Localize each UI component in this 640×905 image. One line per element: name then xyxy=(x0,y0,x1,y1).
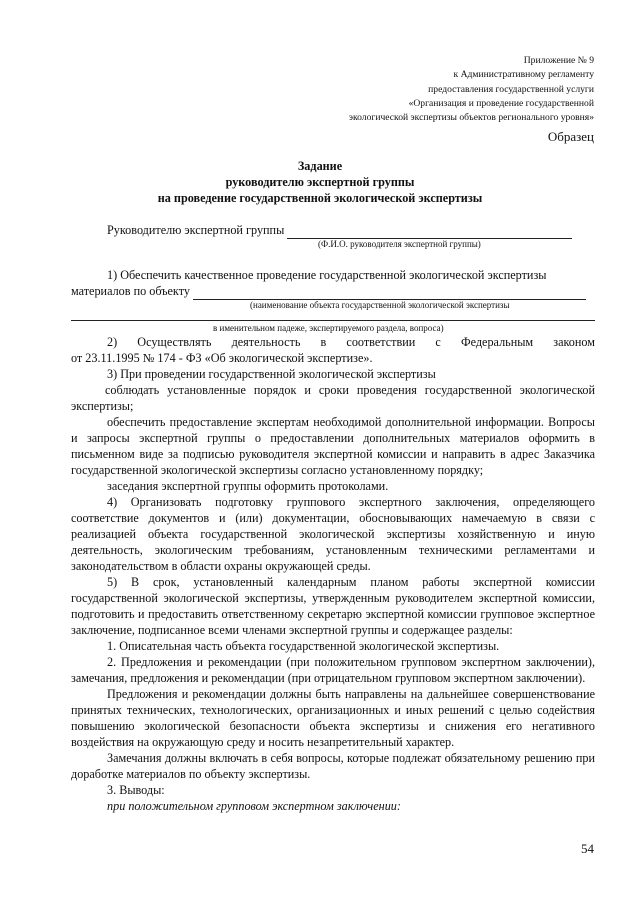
annex-line-3: предоставления государственной услуги xyxy=(428,83,594,95)
item-4: 4) Организовать подготовку группового экспертного заключения, определяющего соответствие документов и (или) документации, обосновывающих намечаемую в связи с реализацией объекта государственной экологической экспертизы хозяйственную и иную деятельность, экологическим требованиям, установленным техническими регламентами и законодательством в области охраны окружающей среды. xyxy=(71,495,595,573)
item-2: 2) Осуществлять деятельность в соответствии с Федеральным законом xyxy=(107,335,595,349)
annex-line-1: Приложение № 9 xyxy=(523,55,594,66)
section-3: 3. Выводы: xyxy=(107,783,165,797)
recipient-fill-line xyxy=(287,222,572,239)
title-line-1: Задание xyxy=(297,159,343,173)
item-1-cont: материалов по объекту xyxy=(71,284,190,298)
object-fill-line xyxy=(193,283,586,300)
object-hint-1: (наименование объекта государственной экологической экспертизы xyxy=(250,300,510,310)
recipient-label: Руководителю экспертной группы xyxy=(107,223,285,237)
annex-line-2: к Административному регламенту xyxy=(453,69,594,81)
object-hint-2: в именительном падеже, экспертируемого раздела, вопроса) xyxy=(213,323,444,333)
object-fill-line-2 xyxy=(71,320,595,321)
item-3-c: заседания экспертной группы оформить протоколами. xyxy=(107,479,389,493)
item-5: 5) В срок, установленный календарным планом работы экспертной комиссии государственной экологической экспертизы, утвержденным руководителем экспертной комиссии, подготовить и предоставить ответственному секретарю экспертной комиссии групповое экспертное заключение, подписанное всеми членами экспертной группы и содержащее разделы: xyxy=(71,575,595,637)
sample-label: Образец xyxy=(547,129,594,144)
section-1: 1. Описательная часть объекта государственной экологической экспертизы. xyxy=(107,639,500,653)
item-1: 1) Обеспечить качественное проведение государственной экологической экспертизы xyxy=(107,268,547,282)
section-2: 2. Предложения и рекомендации (при положительном групповом экспертном заключении), замечания, предложения и рекомендации (при отрицательном групповом экспертном заключении). xyxy=(71,655,595,685)
item-1-cont-line xyxy=(71,283,595,300)
annex-header xyxy=(234,54,594,125)
document-body xyxy=(71,222,595,814)
item-3-b: обеспечить предоставление экспертам необходимой дополнительной информации. Вопросы и запросы экспертной группы о предоставлении дополнительных материалов оформить в письменном виде за подписью руководителя экспертной комиссии и направить в адрес Заказчика государственной экологической экспертизы согласно установленному порядку; xyxy=(71,415,595,477)
item-2-cont: от 23.11.1995 № 174 - ФЗ «Об экологической экспертизе». xyxy=(71,351,373,365)
recipient-line xyxy=(71,222,595,239)
title-line-3: на проведение государственной экологической экспертизы xyxy=(157,191,483,205)
annex-line-4: «Организация и проведение государственной xyxy=(408,97,594,109)
item-3-a: соблюдать установленные порядок и сроки проведения государственной экологической экспертизы; xyxy=(71,383,595,413)
page-number: 54 xyxy=(581,841,594,856)
section-para-2: Замечания должны включать в себя вопросы, которые подлежат обязательному решению при доработке материалов по объекту экспертизы. xyxy=(71,751,595,781)
recipient-hint: (Ф.И.О. руководителя экспертной группы) xyxy=(318,239,481,249)
title-line-2: руководителю экспертной группы xyxy=(225,175,415,189)
item-3: 3) При проведении государственной экологической экспертизы xyxy=(107,367,436,381)
section-3-a: при положительном групповом экспертном заключении: xyxy=(107,799,401,813)
annex-line-5: экологической экспертизы объектов регионального уровня» xyxy=(348,112,594,124)
section-para-1: Предложения и рекомендации должны быть направлены на дальнейшее совершенствование принятых технических, технологических, организационных и иных решений с целью содействия повышению экологической безопасности объекта экспертизы и снижения его негативного воздействия на окружающую среду и носить незапретительный характер. xyxy=(71,687,595,749)
document-title xyxy=(0,158,640,206)
